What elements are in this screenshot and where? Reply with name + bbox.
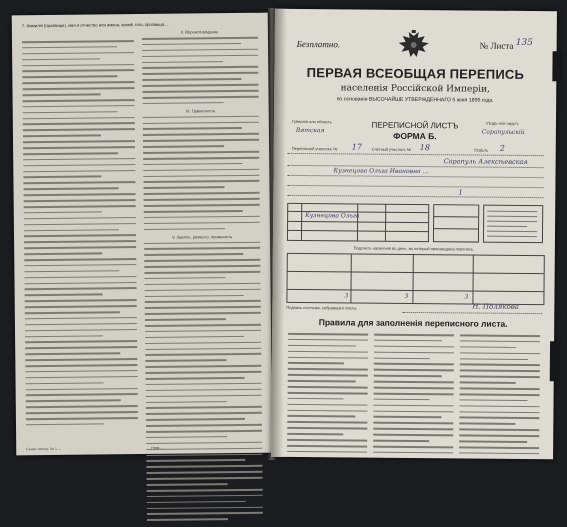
guberniya-label: Губернія или область [291, 118, 332, 125]
table-row-name: Кузнецова Ольга [305, 212, 360, 220]
address-handwritten: Сарапуль Алексѣевская [443, 157, 528, 166]
rules-column-1 [287, 333, 368, 457]
rules-title: Правила для заполненія переписного листа. [318, 317, 508, 329]
form-line [287, 185, 543, 188]
sheet-number-label: № Листа 135 [479, 37, 533, 51]
enumeration-district-value: 17 [351, 142, 362, 152]
form-line [287, 195, 543, 198]
summary-value: 3 [464, 293, 469, 301]
left-page [12, 13, 273, 456]
section-heading: V. Занятіе, ремесло, промыселъ [171, 233, 233, 240]
section-heading: III. Грамотность [186, 107, 216, 114]
signature-handwritten: Н. Полякова [472, 302, 520, 311]
col2-heading: II. Вѣроисповѣданіе. [180, 29, 220, 35]
footer-right-text: Нива ... [151, 445, 164, 450]
census-title: ПЕРВАЯ ВСЕОБЩАЯ ПЕРЕПИСЬ [306, 65, 525, 82]
uezd-label: Уѣздъ или округъ [485, 120, 519, 126]
section-label: Отдѣлъ [473, 147, 489, 153]
signature-label: Подпись счетчика, собравшаго листы. [286, 304, 358, 311]
summary-title: Подсчетъ населенія въ день, въ который произведена перепись. [353, 245, 475, 252]
rules-column-3 [459, 334, 540, 458]
section-value: 2 [499, 143, 505, 153]
sheet-number-value: 135 [515, 37, 533, 49]
household-table-side [433, 204, 479, 242]
enumeration-district-label: Переписной участокъ № [291, 145, 338, 152]
right-page [271, 9, 557, 459]
census-subtitle: населенія Россійской Имперіи, [340, 83, 490, 95]
decree-line: по основаніи ВЫСОЧАЙШЕ УТВЕРЖДЕННАГО 5 іюня 1895 года. [336, 96, 494, 104]
summary-value: 3 [344, 292, 349, 300]
left-column-1 [22, 40, 138, 430]
form-title: ФОРМА Б. [393, 130, 437, 142]
guberniya-value: Вятская [295, 126, 325, 135]
left-column-2 [142, 27, 263, 525]
sheet-title: ПЕРЕПИСНОЙ ЛИСТЪ [371, 120, 459, 131]
left-page-header: 7. Фамилія (прозвище), имя и отчество или имена, кромѣ того, прозвища ... [21, 21, 169, 29]
page-edge-tab [550, 341, 560, 381]
rules-column-2 [373, 334, 454, 458]
free-label: Безплатно. [296, 38, 341, 50]
form-line [402, 312, 542, 314]
form-line [288, 175, 544, 178]
count-handwritten: 1 [458, 188, 463, 197]
summary-value: 3 [404, 292, 409, 300]
form-line [288, 153, 544, 156]
count-district-label: Счетный участокъ № [371, 146, 412, 152]
footer-left-text: Сенат. типогр. № 1 ... [26, 446, 61, 452]
uezd-value: Сарапульскій [481, 128, 525, 136]
count-district-value: 18 [419, 143, 430, 153]
summary-table [286, 253, 544, 305]
owner-handwritten: Кузнецова Ольга Ивановна ... [333, 167, 429, 176]
double-headed-eagle-emblem-icon [397, 30, 431, 62]
